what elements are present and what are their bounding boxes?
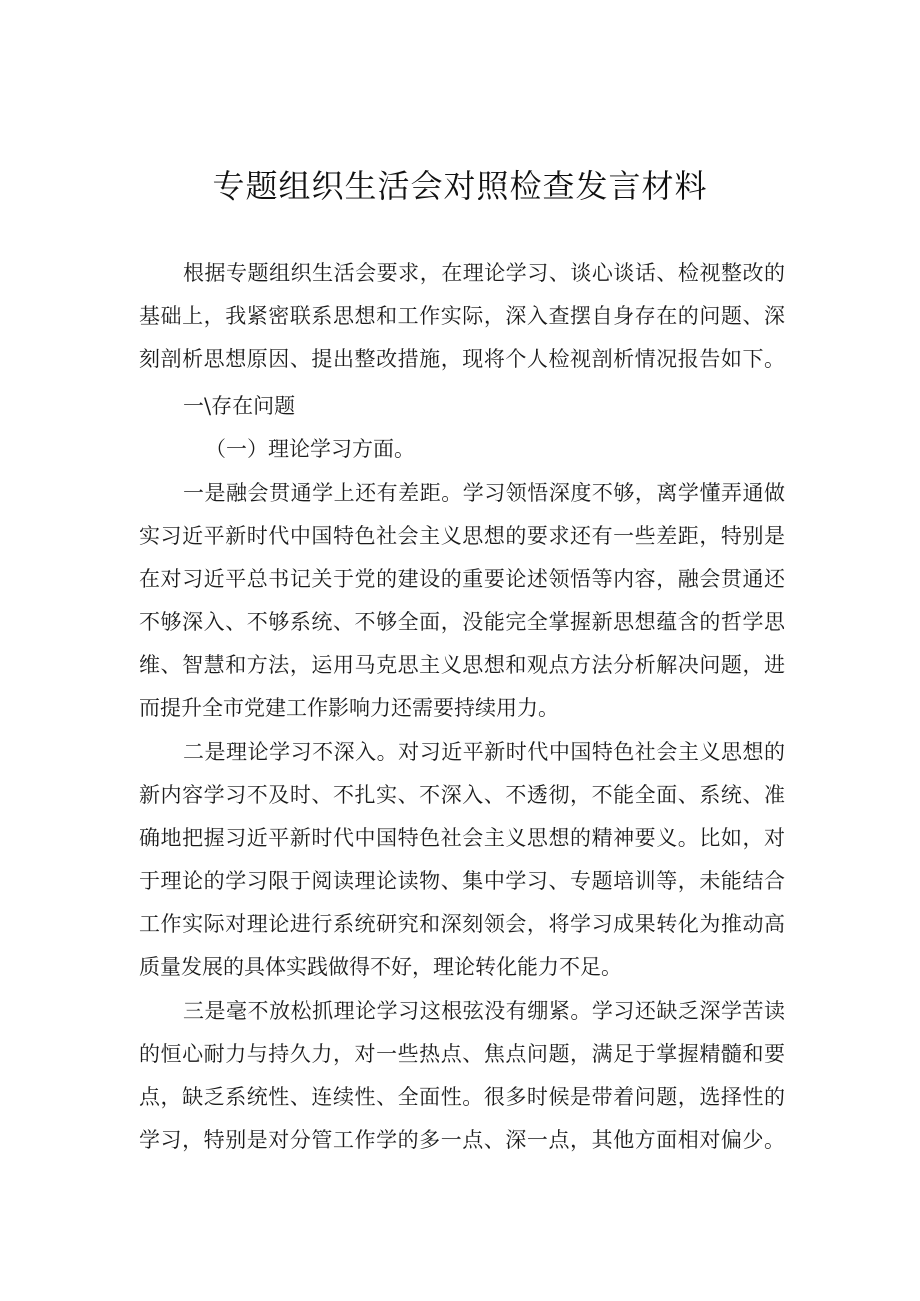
paragraph-line: 确地把握习近平新时代中国特色社会主义思想的精神要义。比如，对 — [139, 826, 785, 850]
paragraph-line: 在对习近平总书记关于党的建设的重要论述领悟等内容，融会贯通还 — [139, 567, 785, 591]
paragraph-line: 而提升全市党建工作影响力还需要持续用力。 — [139, 696, 559, 720]
paragraph-line: 不够深入、不够系统、不够全面，没能完全掌握新思想蕴含的哲学思 — [139, 610, 785, 634]
paragraph-point-2 — [139, 731, 785, 989]
document-title: 专题组织生活会对照检查发言材料 — [212, 167, 708, 205]
subsection-heading — [139, 428, 785, 471]
intro-paragraph — [139, 252, 785, 381]
paragraph-line: 于理论的学习限于阅读理论读物、集中学习、专题培训等，未能结合 — [139, 869, 785, 893]
paragraph-point-3 — [139, 990, 785, 1162]
paragraph-line: 点，缺乏系统性、连续性、全面性。很多时候是带着问题，选择性的 — [139, 1085, 785, 1109]
paragraph-line: 刻剖析思想原因、提出整改措施，现将个人检视剖析情况报告如下。 — [139, 347, 785, 371]
paragraph-line: 实习近平新时代中国特色社会主义思想的要求还有一些差距，特别是 — [139, 524, 785, 548]
paragraph-point-1 — [139, 472, 785, 730]
paragraph-line: 维、智慧和方法，运用马克思主义思想和观点方法分析解决问题，进 — [139, 653, 785, 677]
paragraph-line: 三是毫不放松抓理论学习这根弦没有绷紧。学习还缺乏深学苦读 — [183, 999, 785, 1023]
section-heading — [139, 385, 785, 428]
paragraph-line: 基础上，我紧密联系思想和工作实际，深入查摆自身存在的问题、深 — [139, 304, 785, 328]
section-heading-text: 一\存在问题 — [183, 394, 296, 418]
paragraph-line: 质量发展的具体实践做得不好，理论转化能力不足。 — [139, 955, 622, 979]
paragraph-line: 一是融会贯通学上还有差距。学习领悟深度不够，离学懂弄通做 — [183, 481, 785, 505]
paragraph-line: 学习，特别是对分管工作学的多一点、深一点，其他方面相对偏少。 — [139, 1128, 785, 1152]
paragraph-line: 新内容学习不及时、不扎实、不深入、不透彻，不能全面、系统、准 — [139, 783, 785, 807]
paragraph-line: 工作实际对理论进行系统研究和深刻领会，将学习成果转化为推动高 — [139, 912, 785, 936]
paragraph-line: 二是理论学习不深入。对习近平新时代中国特色社会主义思想的 — [183, 740, 785, 764]
paragraph-line: 的恒心耐力与持久力，对一些热点、焦点问题，满足于掌握精髓和要 — [139, 1042, 785, 1066]
subsection-heading-text: （一）理论学习方面。 — [205, 437, 415, 461]
paragraph-line: 根据专题组织生活会要求，在理论学习、谈心谈话、检视整改的 — [183, 261, 785, 285]
